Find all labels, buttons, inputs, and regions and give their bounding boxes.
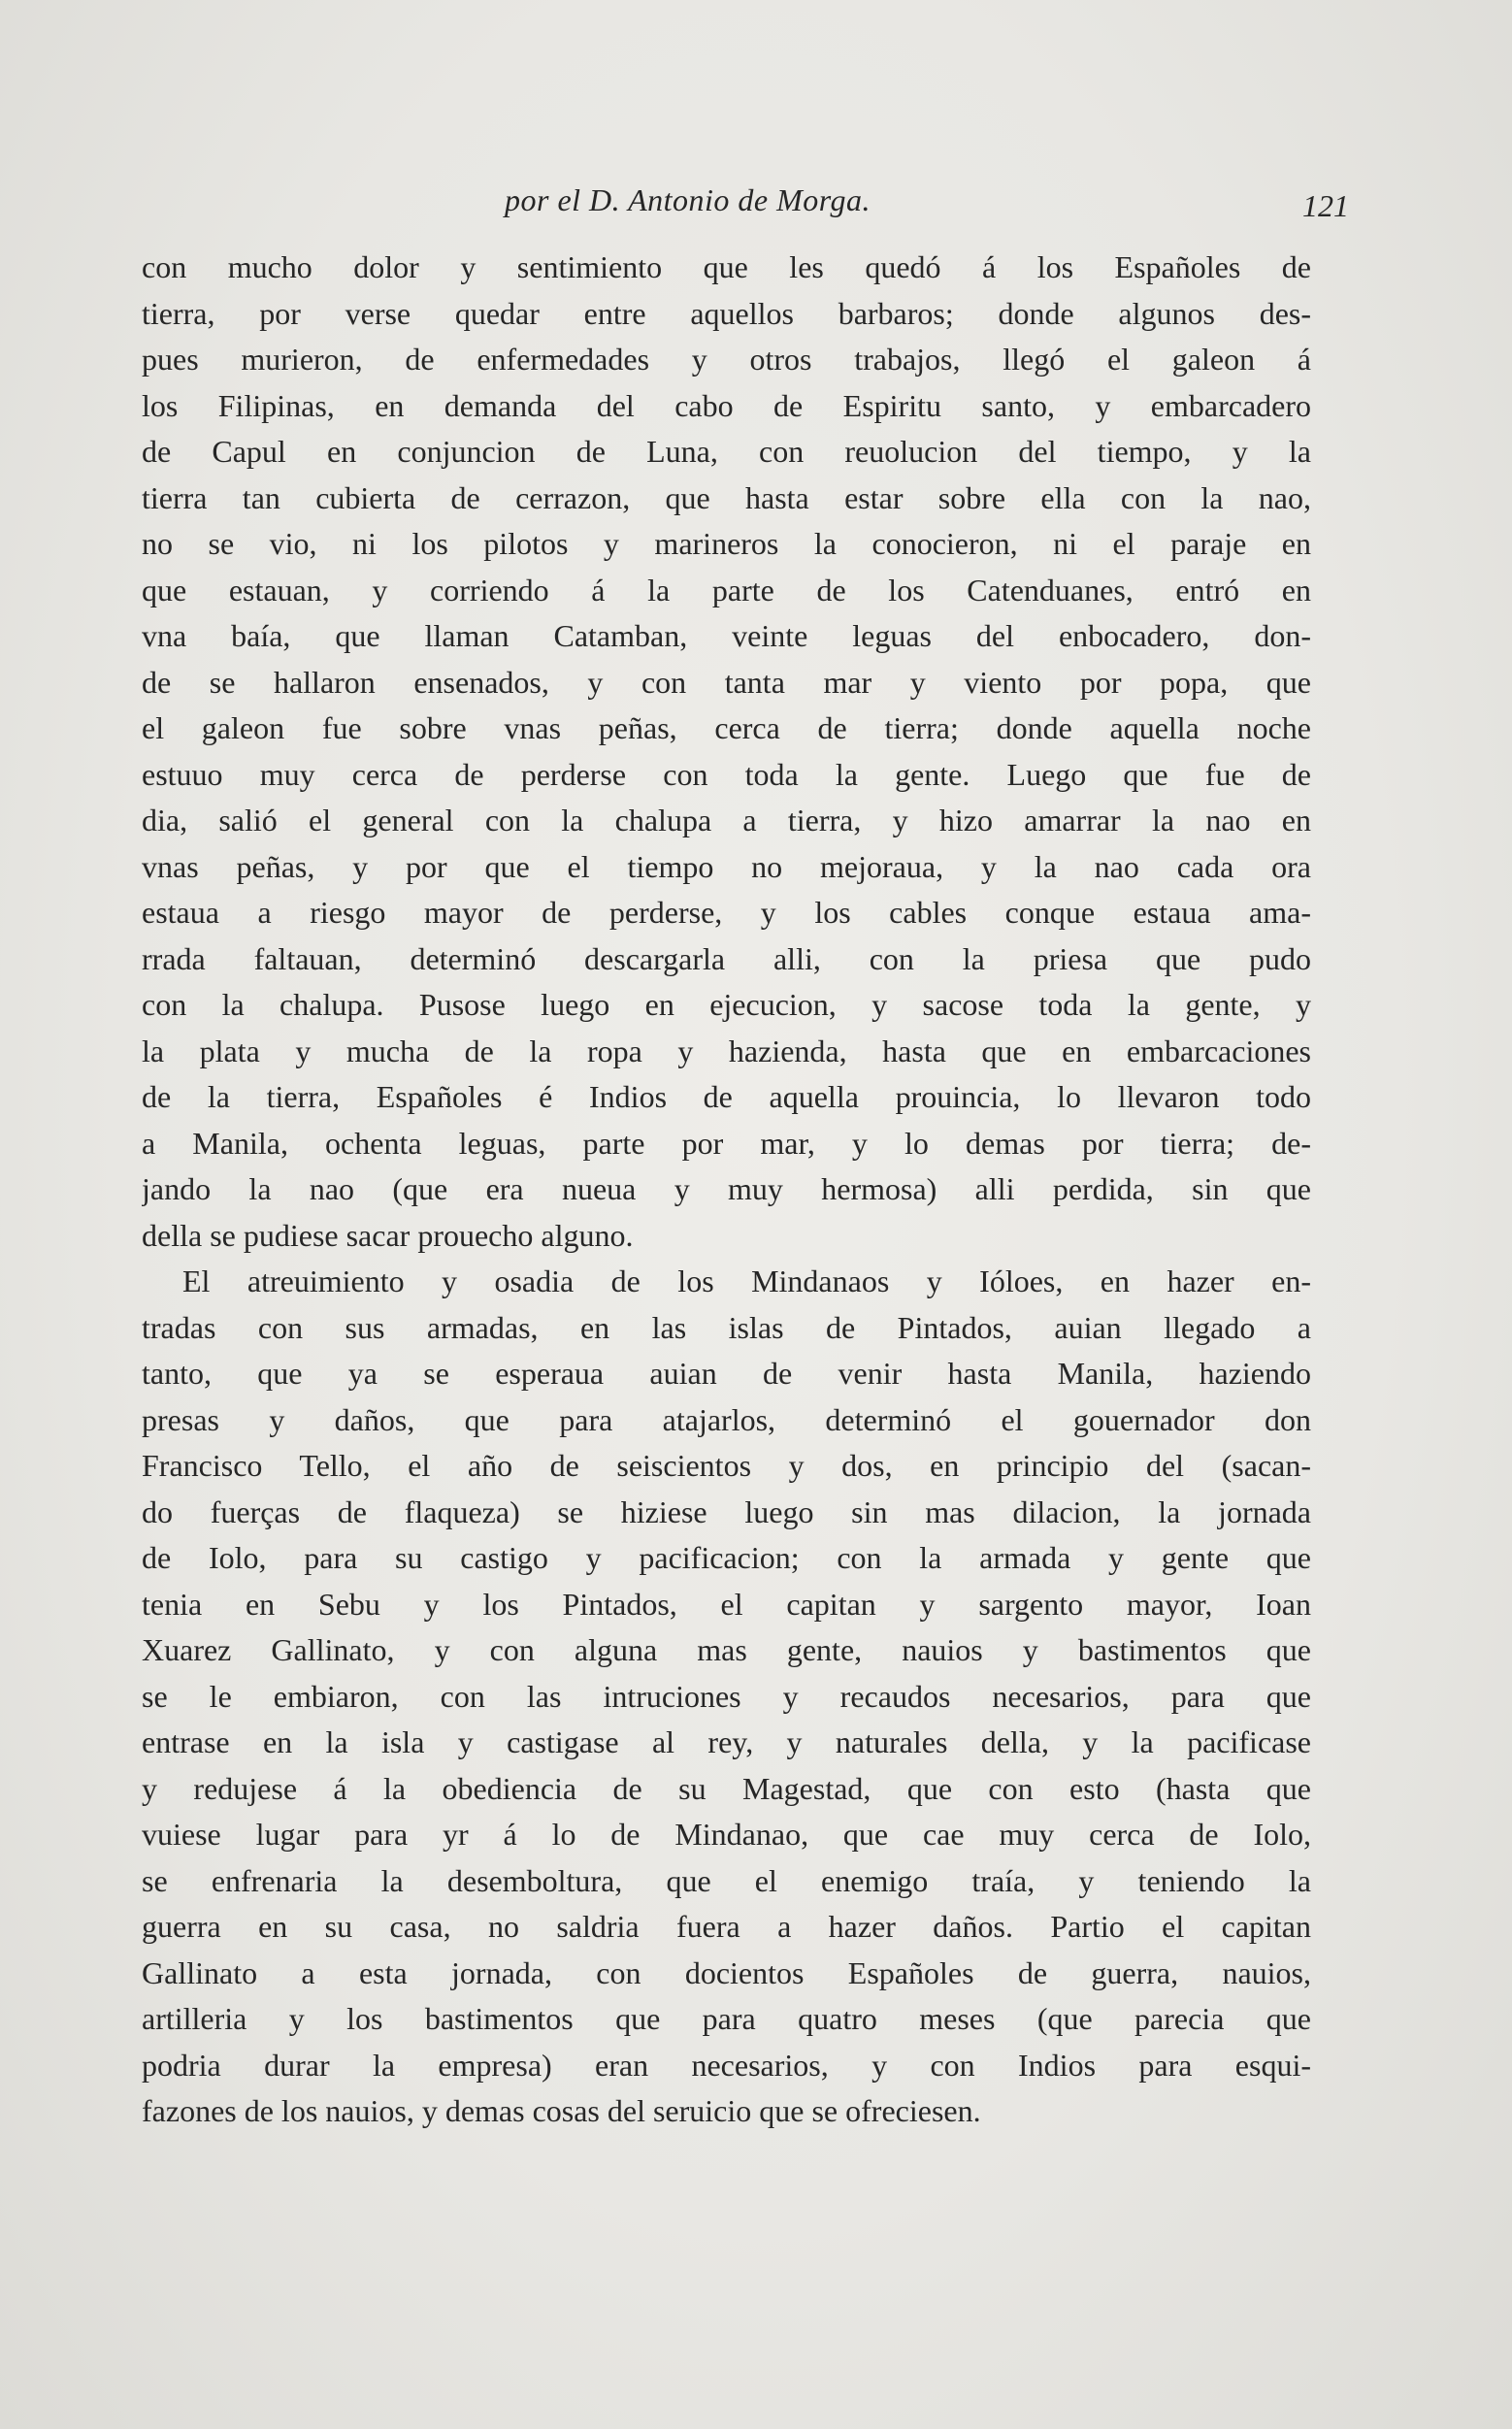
text-line: do fuerças de flaqueza) se hiziese luego sin mas dilacion, la jornada (142, 1494, 1311, 1529)
text-line: guerra en su casa, no saldria fuera a hazer daños. Partio el capitan (142, 1909, 1311, 1944)
text-line: el galeon fue sobre vnas peñas, cerca de tierra; donde aquella noche (142, 710, 1311, 745)
text-line: estuuo muy cerca de perderse con toda la gente. Luego que fue de (142, 756, 1311, 792)
text-line: la plata y mucha de la ropa y hazienda, hasta que en embarcaciones (142, 1033, 1311, 1068)
text-line: de Capul en conjuncion de Luna, con reuolucion del tiempo, y la (142, 434, 1311, 469)
running-head: por el D. Antonio de Morga. (505, 182, 871, 217)
text-line: entrase en la isla y castigase al rey, y naturales della, y la pacificase (142, 1724, 1311, 1759)
text-line: rrada faltauan, determinó descargarla alli, con la priesa que pudo (142, 940, 1311, 976)
text-line: que estauan, y corriendo á la parte de los Catenduanes, entró en (142, 572, 1311, 607)
text-line: vuiese lugar para yr á lo de Mindanao, que cae muy cerca de Iolo, (142, 1817, 1311, 1852)
page-header (505, 182, 1349, 231)
text-line: vnas peñas, y por que el tiempo no mejoraua, y la nao cada ora (142, 848, 1311, 884)
text-line: estaua a riesgo mayor de perderse, y los cables conque estaua ama- (142, 895, 1311, 930)
text-line: Xuarez Gallinato, y con alguna mas gente, nauios y bastimentos que (142, 1632, 1311, 1667)
text-line: El atreuimiento y osadia de los Mindanaos y Ióloes, en hazer en- (182, 1264, 1311, 1298)
text-line: pues murieron, de enfermedades y otros trabajos, llegó el galeon á (142, 342, 1311, 377)
text-line: a Manila, ochenta leguas, parte por mar, y lo demas por tierra; de- (142, 1125, 1311, 1161)
text-line: de la tierra, Españoles é Indios de aquella prouincia, lo llevaron todo (142, 1079, 1311, 1114)
text-line: y redujese á la obediencia de su Magestad, que con esto (hasta que (142, 1770, 1311, 1806)
text-line: presas y daños, que para atajarlos, determinó el gouernador don (142, 1401, 1311, 1437)
text-line: tradas con sus armadas, en las islas de Pintados, auian llegado a (142, 1309, 1311, 1345)
text-line: artilleria y los bastimentos que para quatro meses (que parecia que (142, 2001, 1311, 2036)
text-line: della se pudiese sacar prouecho alguno. (142, 1217, 634, 1253)
text-line: fazones de los nauios, y demas cosas del seruicio que se ofreciesen. (142, 2093, 981, 2128)
paragraph (142, 1259, 1311, 2135)
text-line: de Iolo, para su castigo y pacificacion; con la armada y gente que (142, 1540, 1311, 1575)
text-line: jando la nao (que era nueua y muy hermosa) alli perdida, sin que (142, 1171, 1311, 1206)
text-line: tanto, que ya se esperaua auian de venir hasta Manila, haziendo (142, 1356, 1311, 1391)
paragraph (142, 245, 1311, 1259)
text-line: tierra tan cubierta de cerrazon, que hasta estar sobre ella con la nao, (142, 479, 1311, 515)
text-line: con la chalupa. Pusose luego en ejecucion, y sacose toda la gente, y (142, 987, 1311, 1022)
body-text (142, 245, 1311, 2135)
text-line: de se hallaron ensenados, y con tanta mar y viento por popa, que (142, 664, 1311, 700)
page-number: 121 (1302, 188, 1349, 223)
text-line: podria durar la empresa) eran necesarios, y con Indios para esqui- (142, 2047, 1311, 2083)
text-line: vna baía, que llaman Catamban, veinte leguas del enbocadero, don- (142, 618, 1311, 653)
text-line: con mucho dolor y sentimiento que les quedó á los Españoles de (142, 249, 1311, 284)
text-line: se enfrenaria la desemboltura, que el enemigo traía, y teniendo la (142, 1862, 1311, 1898)
text-line: tierra, por verse quedar entre aquellos barbaros; donde algunos des- (142, 295, 1311, 331)
text-line: Gallinato a esta jornada, con docientos Españoles de guerra, nauios, (142, 1954, 1311, 1990)
text-line: dia, salió el general con la chalupa a tierra, y hizo amarrar la nao en (142, 803, 1311, 837)
text-line: tenia en Sebu y los Pintados, el capitan y sargento mayor, Ioan (142, 1586, 1311, 1622)
text-line: los Filipinas, en demanda del cabo de Espiritu santo, y embarcadero (142, 387, 1311, 423)
text-line: se le embiaron, con las intruciones y recaudos necesarios, para que (142, 1678, 1311, 1714)
text-line: no se vio, ni los pilotos y marineros la conocieron, ni el paraje en (142, 526, 1311, 561)
text-line: Francisco Tello, el año de seiscientos y dos, en principio del (sacan- (142, 1448, 1311, 1483)
